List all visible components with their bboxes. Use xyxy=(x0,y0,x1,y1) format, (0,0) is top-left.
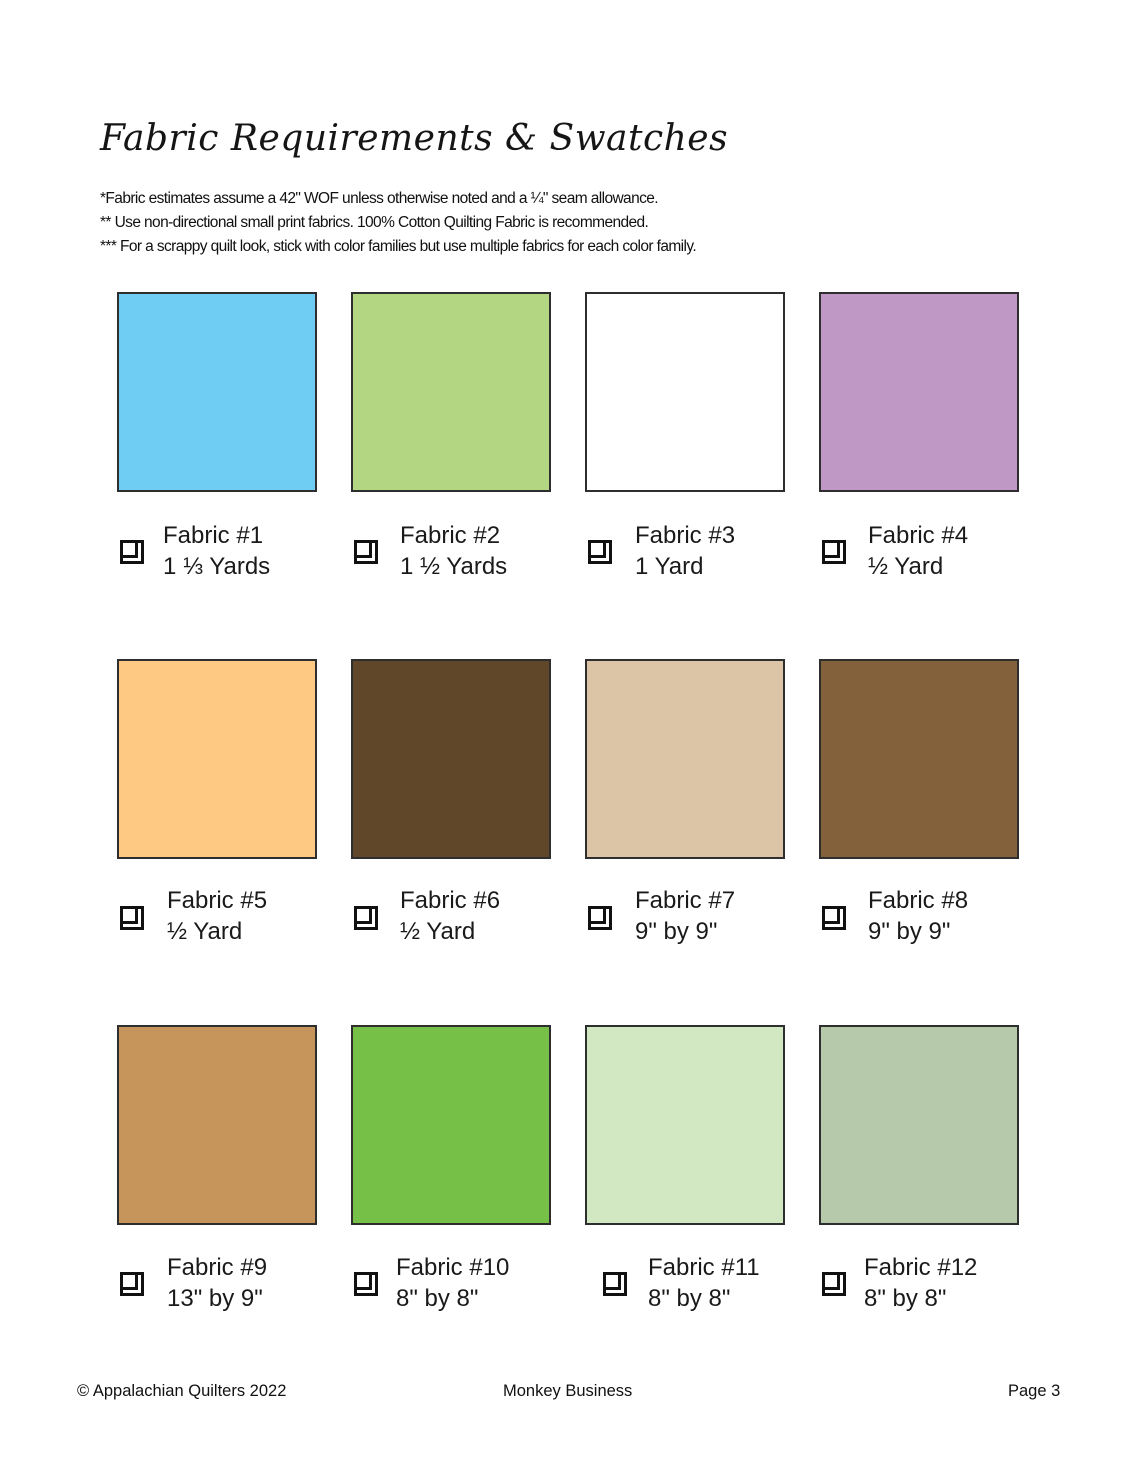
fabric-name-9: Fabric #9 xyxy=(167,1254,268,1281)
fabric-label-1 xyxy=(163,520,270,582)
fabric-name-3: Fabric #3 xyxy=(635,522,736,549)
fabric-swatch-2 xyxy=(351,292,551,492)
fabric-amount-6: ½ Yard xyxy=(400,918,476,945)
note-scrappy: *** For a scrappy quilt look, stick with color families but use multiple fabrics for each color family. xyxy=(100,238,697,255)
fabric-amount-12: 8" by 8" xyxy=(864,1285,947,1312)
fabric-checkbox-6[interactable] xyxy=(354,906,378,930)
fabric-checkbox-1[interactable] xyxy=(120,540,144,564)
fabric-checkbox-7[interactable] xyxy=(588,906,612,930)
fabric-swatch-3 xyxy=(585,292,785,492)
fabric-name-6: Fabric #6 xyxy=(400,887,501,914)
fabric-name-7: Fabric #7 xyxy=(635,887,736,914)
fabric-checkbox-5[interactable] xyxy=(120,906,144,930)
fabric-checkbox-11[interactable] xyxy=(603,1272,627,1296)
fabric-name-8: Fabric #8 xyxy=(868,887,969,914)
fabric-swatch-5 xyxy=(117,659,317,859)
fabric-name-4: Fabric #4 xyxy=(868,522,969,549)
note-prints: ** Use non-directional small print fabrics. 100% Cotton Quilting Fabric is recommended. xyxy=(100,214,649,231)
fabric-amount-2: 1 ½ Yards xyxy=(400,553,508,580)
fabric-checkbox-2[interactable] xyxy=(354,540,378,564)
fabric-amount-5: ½ Yard xyxy=(167,918,243,945)
fabric-checkbox-12[interactable] xyxy=(822,1272,846,1296)
fabric-label-7 xyxy=(635,885,735,947)
fabric-label-3 xyxy=(635,520,735,582)
fabric-name-10: Fabric #10 xyxy=(396,1254,510,1281)
fabric-checkbox-8[interactable] xyxy=(822,906,846,930)
fabric-swatch-7 xyxy=(585,659,785,859)
fabric-name-5: Fabric #5 xyxy=(167,887,268,914)
fabric-amount-3: 1 Yard xyxy=(635,553,704,580)
fabric-swatch-12 xyxy=(819,1025,1019,1225)
page-title: Fabric Requirements & Swatches xyxy=(100,118,729,159)
fabric-checkbox-10[interactable] xyxy=(354,1272,378,1296)
fabric-checkbox-9[interactable] xyxy=(120,1272,144,1296)
fabric-label-5 xyxy=(167,885,267,947)
fabric-amount-1: 1 ⅓ Yards xyxy=(163,553,271,580)
fabric-amount-9: 13" by 9" xyxy=(167,1285,263,1312)
fabric-label-6 xyxy=(400,885,500,947)
fabric-label-11 xyxy=(648,1252,760,1314)
fabric-amount-7: 9" by 9" xyxy=(635,918,718,945)
fabric-amount-8: 9" by 9" xyxy=(868,918,951,945)
fabric-label-10 xyxy=(396,1252,509,1314)
fabric-checkbox-3[interactable] xyxy=(588,540,612,564)
fabric-name-1: Fabric #1 xyxy=(163,522,264,549)
fabric-swatch-11 xyxy=(585,1025,785,1225)
fabric-notes xyxy=(100,187,1060,259)
fabric-swatch-10 xyxy=(351,1025,551,1225)
footer-page-number: Page 3 xyxy=(1008,1382,1061,1400)
footer-copyright: © Appalachian Quilters 2022 xyxy=(77,1382,287,1400)
note-wof: *Fabric estimates assume a 42" WOF unless otherwise noted and a ¼" seam allowance. xyxy=(100,190,658,207)
fabric-amount-4: ½ Yard xyxy=(868,553,944,580)
fabric-amount-10: 8" by 8" xyxy=(396,1285,479,1312)
fabric-swatch-4 xyxy=(819,292,1019,492)
fabric-swatch-9 xyxy=(117,1025,317,1225)
fabric-amount-11: 8" by 8" xyxy=(648,1285,731,1312)
fabric-name-12: Fabric #12 xyxy=(864,1254,978,1281)
fabric-label-8 xyxy=(868,885,968,947)
fabric-swatch-1 xyxy=(117,292,317,492)
footer-pattern-name: Monkey Business xyxy=(503,1382,633,1400)
fabric-label-4 xyxy=(868,520,968,582)
fabric-name-2: Fabric #2 xyxy=(400,522,501,549)
fabric-swatch-8 xyxy=(819,659,1019,859)
fabric-swatch-6 xyxy=(351,659,551,859)
fabric-name-11: Fabric #11 xyxy=(648,1254,760,1281)
fabric-label-12 xyxy=(864,1252,977,1314)
fabric-label-2 xyxy=(400,520,507,582)
fabric-checkbox-4[interactable] xyxy=(822,540,846,564)
fabric-label-9 xyxy=(167,1252,267,1314)
